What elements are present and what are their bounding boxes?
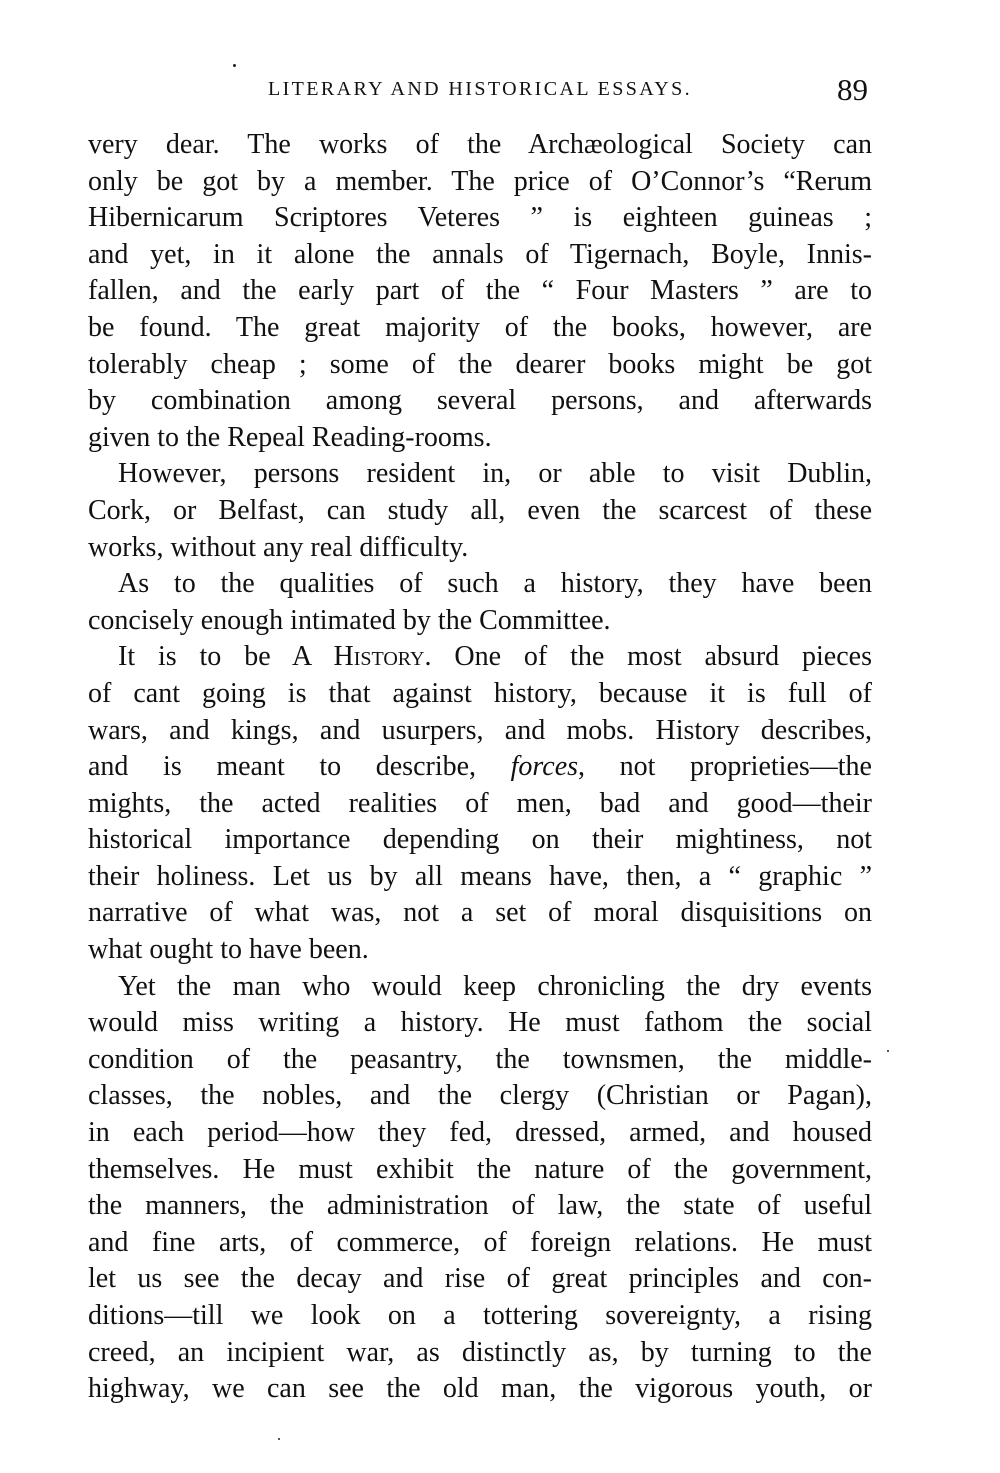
- text-line: However, persons resident in, or able to visit Dublin,: [118, 458, 872, 490]
- text-line: Hibernicarum Scriptores Veteres ” is eighteen guineas ;: [88, 202, 872, 234]
- smallcaps-history: History: [333, 641, 425, 673]
- text-line: of cant going is that against history, because it is full of: [88, 677, 872, 709]
- text-line: what ought to have been.: [88, 934, 369, 966]
- text-line: and fine arts, of commerce, of foreign relations. He must: [88, 1226, 872, 1258]
- italic-forces: forces: [510, 751, 579, 783]
- text-line: very dear. The works of the Archæological Society can: [88, 129, 872, 160]
- text-line: As to the qualities of such a history, they have been: [118, 568, 872, 600]
- text-line: works, without any real difficulty.: [88, 531, 469, 563]
- text-line: would miss writing a history. He must fathom the social: [88, 1007, 872, 1039]
- print-speck: [887, 1050, 889, 1052]
- text-line: in each period—how they fed, dressed, armed, and housed: [88, 1117, 872, 1149]
- text-line: Cork, or Belfast, can study all, even the scarcest of these: [88, 494, 872, 526]
- page-number: 89: [837, 72, 868, 107]
- text-line: themselves. He must exhibit the nature of the government,: [88, 1153, 872, 1185]
- text-segment: and is meant to describe,: [88, 751, 511, 783]
- text-line: the manners, the administration of law, the state of useful: [88, 1190, 872, 1222]
- body-text: [88, 127, 872, 1408]
- text-line: by combination among several persons, and afterwards: [88, 385, 872, 417]
- text-line: tolerably cheap ; some of the dearer books might be got: [88, 348, 872, 380]
- text-line: historical importance depending on their mightiness, not: [88, 824, 872, 856]
- text-line: concisely enough intimated by the Committee.: [88, 604, 611, 636]
- text-line: ditions—till we look on a tottering sovereignty, a rising: [88, 1300, 872, 1331]
- running-head: [88, 74, 872, 110]
- text-line: classes, the nobles, and the clergy (Christian or Pagan),: [88, 1080, 872, 1112]
- text-line: creed, an incipient war, as distinctly as, by turning to the: [88, 1336, 872, 1368]
- text-segment: , not proprieties—the: [578, 751, 872, 783]
- text-line-with-smallcaps: [88, 639, 872, 676]
- running-title: LITERARY AND HISTORICAL ESSAYS.: [267, 78, 693, 100]
- text-line: Yet the man who would keep chronicling the dry events: [118, 970, 872, 1002]
- text-line: their holiness. Let us by all means have, then, a “ graphic ”: [88, 860, 872, 892]
- text-line: and yet, in it alone the annals of Tigernach, Boyle, Innis-: [88, 238, 872, 270]
- print-speck: [233, 64, 236, 67]
- text-line: fallen, and the early part of the “ Four Masters ” are to: [88, 275, 872, 307]
- text-line: condition of the peasantry, the townsmen, the middle-: [88, 1043, 872, 1075]
- text-line: let us see the decay and rise of great principles and con-: [88, 1263, 872, 1295]
- text-line: highway, we can see the old man, the vigorous youth, or: [88, 1373, 872, 1405]
- text-segment: . One of the most absurd pieces: [424, 641, 872, 673]
- text-line: mights, the acted realities of men, bad and good—their: [88, 787, 872, 819]
- text-line: given to the Repeal Reading-rooms.: [88, 421, 492, 453]
- text-line: only be got by a member. The price of O’Connor’s “Rerum: [88, 165, 872, 197]
- text-segment: It is to be A: [118, 641, 334, 673]
- text-line: narrative of what was, not a set of moral disquisitions on: [88, 897, 872, 929]
- text-line: wars, and kings, and usurpers, and mobs. History describes,: [88, 714, 872, 746]
- print-speck: [278, 1438, 280, 1440]
- text-line: be found. The great majority of the books, however, are: [88, 311, 872, 343]
- text-line-with-italic: [88, 749, 872, 786]
